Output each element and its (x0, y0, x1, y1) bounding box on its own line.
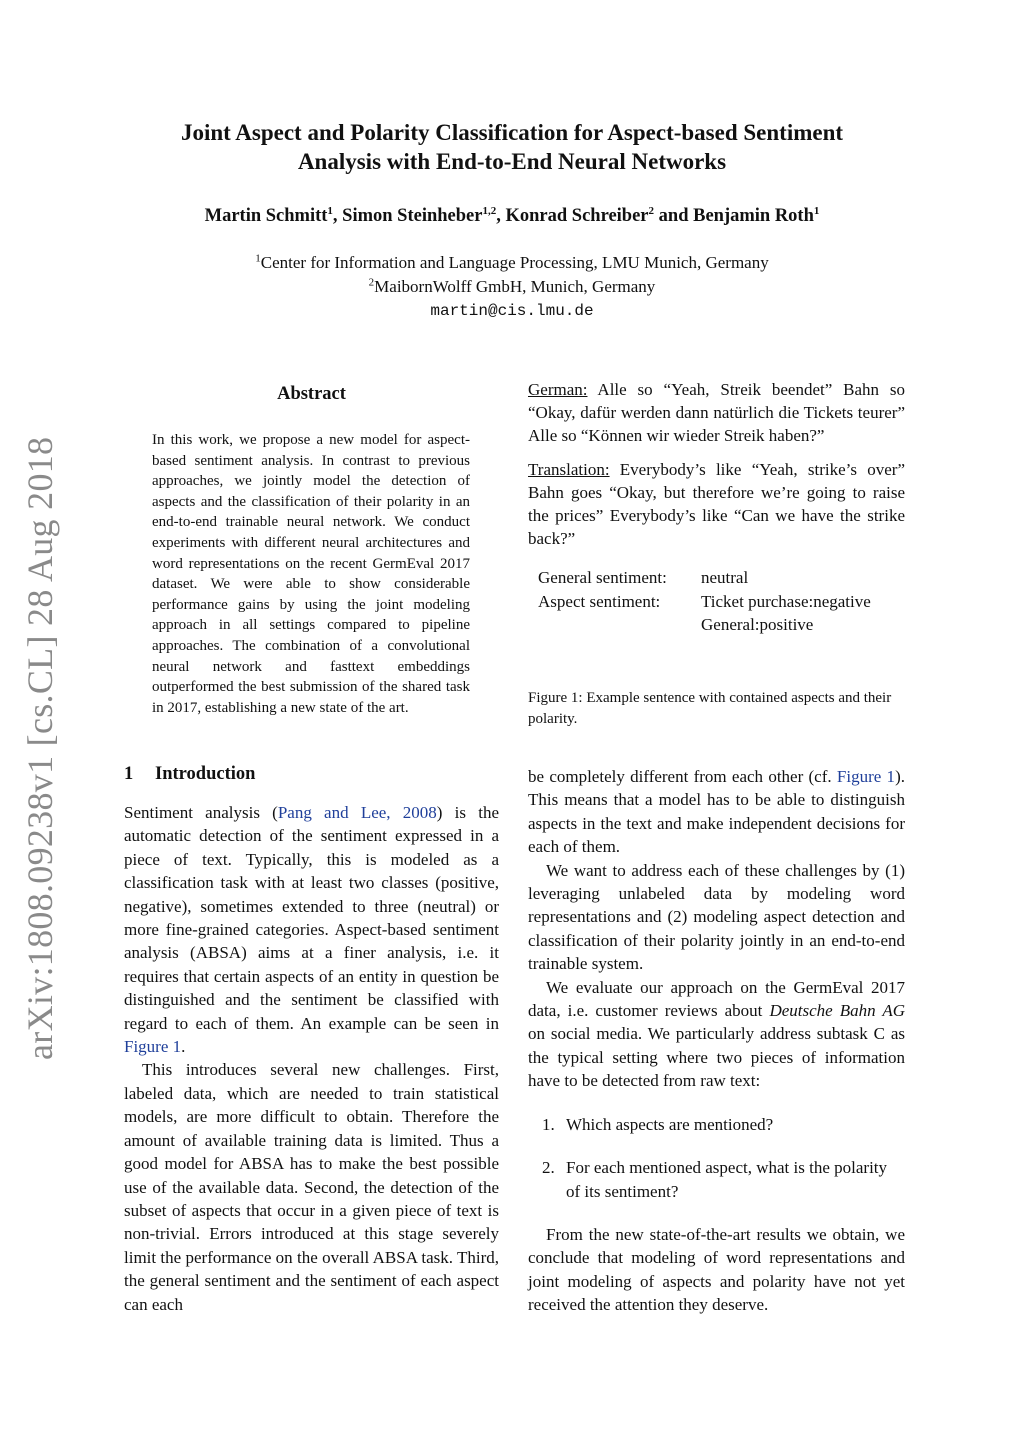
author-affiliation-mark: 1 (813, 204, 820, 217)
author-name: Martin Schmitt (204, 206, 328, 226)
author-separator: and (654, 206, 694, 226)
author-affiliation-mark: 1 (327, 204, 333, 217)
affiliation-mark: 1 (255, 252, 261, 265)
list-item (528, 1113, 905, 1136)
translation-example (528, 458, 905, 551)
figure-reference-link[interactable]: Figure 1 (836, 767, 896, 786)
table-row (538, 590, 871, 636)
text-run: ). This means that a model has to be able to distinguish aspects in the text and make independent decisions for each of them. (528, 767, 905, 857)
aspect-sentiment-values (701, 590, 871, 636)
list-marker: 2. (542, 1158, 555, 1178)
section-heading (124, 764, 499, 785)
author-name: Konrad Schreiber (505, 206, 649, 226)
paragraph: From the new state-of-the-art results we obtain, we conclude that modeling of word representations and joint modeling of aspects and polarity have not yet received the attention they deserve. (528, 1224, 905, 1315)
author-affiliation-mark: 1,2 (482, 204, 497, 217)
contact-email: martin@cis.lmu.de (430, 302, 594, 320)
introduction-left-column (124, 801, 499, 1316)
affiliation-line (112, 251, 912, 275)
abstract-text: In this work, we propose a new model for aspect-based sentiment analysis. In contrast to previous approaches, we jointly model the detection of aspects and the classification of their polarity in an end-to-end trainable neural network. We conduct experiments with different neural architectures and word representations on the recent GermEval 2017 dataset. We were able to show considerable performance gains by using the joint modeling approach in all settings compared to pipeline approaches. The combination of a convolutional neural network and fasttext embeddings outperformed the best submission of the shared task in 2017, establishing a new state of the art. (152, 432, 470, 716)
table-row (538, 566, 871, 589)
subtask-list (528, 1113, 905, 1203)
paper-title-line-2: Analysis with End-to-End Neural Networks (297, 149, 727, 174)
list-item-text: For each mentioned aspect, what is the polarity of its sentiment? (566, 1158, 888, 1201)
abstract-heading: Abstract (277, 384, 346, 404)
author-name: Benjamin Roth (693, 206, 814, 226)
text-run: Sentiment analysis ( (124, 803, 278, 822)
section-number: 1 (124, 764, 134, 784)
paragraph (528, 765, 905, 859)
paragraph: We want to address each of these challenges by (1) leveraging unlabeled data by modeling word representations and (2) modeling aspect detection and classification of their polarity jointly in an end-to-end trainable system. (528, 860, 905, 974)
text-run: We evaluate our approach on the GermEval 2017 data, i.e. customer reviews about (528, 977, 905, 1021)
german-text: Alle so “Yeah, Streik beendet” Bahn so “Okay, dafür werden dann natürlich die Tickets teurer” Alle so “Können wir wieder Streik haben?” (528, 380, 905, 446)
paragraph (528, 976, 905, 1093)
author-name: Simon Steinheber (342, 206, 483, 226)
aspect-sentiment-value: Ticket purchase:negative (701, 591, 871, 611)
affiliation-text: Center for Information and Language Processing, LMU Munich, Germany (260, 253, 769, 272)
text-run: ) is the automatic detection of the sentiment expressed in a piece of text. Typically, this is modeled as a classification task with at least two classes (positive, negative), sometimes extended to three (neutral) or more fine-grained categories. Aspect-based sentiment analysis (ABSA) aims at a finer analysis, i.e. it requires that certain aspects of an entity in question be distinguished and the sentiment be classified with regard to each of them. An example can be seen in (124, 803, 499, 1033)
author-list (112, 206, 912, 227)
german-example (528, 378, 905, 448)
paper-title-line-1: Joint Aspect and Polarity Classification for Aspect-based Sentiment (180, 120, 844, 145)
german-label: German: (528, 380, 588, 399)
author-separator: , (496, 206, 506, 226)
list-marker: 1. (542, 1114, 555, 1134)
author-affiliation-mark: 2 (648, 204, 655, 217)
affiliation-line (112, 275, 912, 299)
author-separator: , (332, 206, 343, 226)
figure-1-example (528, 378, 905, 636)
aspect-sentiment-value: General:positive (701, 614, 814, 634)
section-title: Introduction (155, 764, 256, 784)
figure-reference-link[interactable]: Figure 1 (124, 1037, 182, 1057)
text-run: on social media. We particularly address subtask C as the typical setting where two pieces of information have to be detected from raw text: (528, 1024, 905, 1091)
figure-caption: Figure 1: Example sentence with contained aspects and their polarity. (528, 690, 892, 727)
sentiment-table (538, 566, 871, 636)
translation-text: Everybody’s like “Yeah, strike’s over” Bahn goes “Okay, but therefore we’re going to raise the prices” Everybody’s like “Can we have the strike back?” (528, 459, 905, 549)
introduction-right-column (528, 765, 905, 1317)
translation-label: Translation: (528, 459, 610, 479)
emphasized-text: Deutsche Bahn AG (769, 1001, 905, 1021)
paragraph (124, 801, 499, 1058)
text-run: be completely different from each other (cf. (528, 767, 837, 786)
arxiv-identifier-stamp: arXiv:1808.09238v1 [cs.CL] 28 Aug 2018 (20, 436, 60, 1060)
list-item (528, 1156, 905, 1203)
general-sentiment-value: neutral (701, 568, 749, 588)
affiliation-mark: 2 (368, 276, 375, 289)
citation-link[interactable]: Pang and Lee, 2008 (277, 803, 437, 822)
paragraph: This introduces several new challenges. First, labeled data, which are needed to train statistical models, are more difficult to obtain. Therefore the amount of available training data is limited. Thus a good model for ABSA has to make the best possible use of the available data. Second, the detection of the subset of aspects that occur in a given piece of text is non-trivial. Errors introduced at this stage severely limit the performance on the overall ABSA task. Third, the general sentiment and the sentiment of each aspect can each (124, 1060, 499, 1314)
paper-title (112, 118, 912, 176)
general-sentiment-label: General sentiment: (538, 568, 667, 588)
affiliation-text: MaibornWolff GmbH, Munich, Germany (374, 277, 656, 296)
aspect-sentiment-label: Aspect sentiment: (538, 591, 661, 611)
list-item-text: Which aspects are mentioned? (566, 1114, 774, 1134)
text-run: . (181, 1037, 186, 1057)
affiliations (112, 251, 912, 323)
